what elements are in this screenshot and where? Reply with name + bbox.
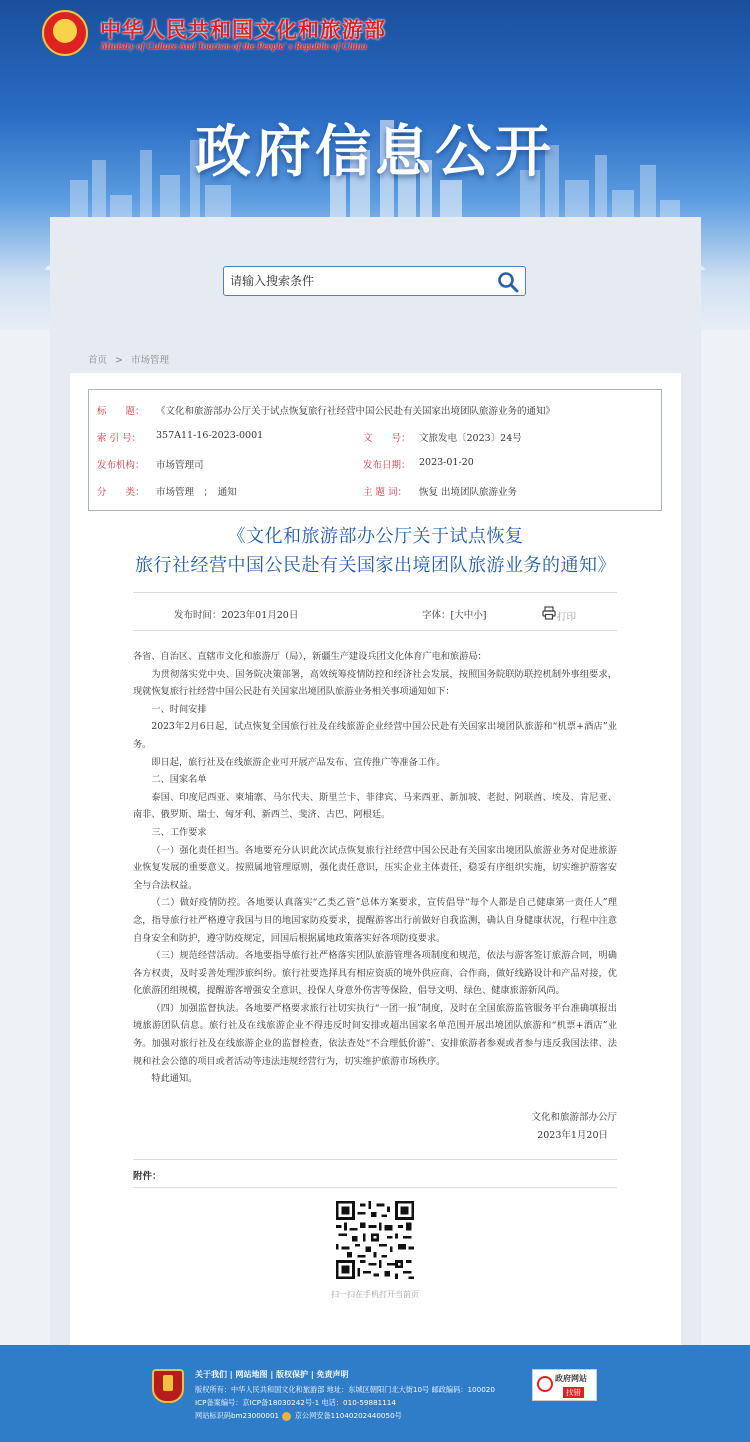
magnifier-icon xyxy=(537,1376,553,1392)
signature-org: 文化和旅游部办公厅 xyxy=(531,1112,617,1123)
ministry-name-en: Ministry of Culture And Tourism of the People' s Republic of China xyxy=(101,42,367,52)
body-paragraph: 特此通知。 xyxy=(151,1073,198,1085)
meta-date-label: 发布日期： xyxy=(363,460,411,471)
document-title-line1: 《文化和旅游部办公厅关于试点恢复 xyxy=(227,526,524,547)
meta-topic-value: 恢复 出境团队旅游业务 xyxy=(419,487,518,498)
meta-title-value: 《文化和旅游部办公厅关于试点恢复旅行社经营中国公民赴有关国家出境团队旅游业务的通知》 xyxy=(156,406,556,417)
printer-icon[interactable] xyxy=(542,606,556,620)
search-icon[interactable] xyxy=(497,271,519,293)
search-input[interactable] xyxy=(224,267,484,295)
police-badge-icon xyxy=(282,1412,291,1421)
divider xyxy=(133,592,617,593)
body-paragraph: 一、时间安排 xyxy=(151,703,207,715)
footer-copyright: 版权所有：中华人民共和国文化和旅游部 地址：东城区朝阳门北大街10号 邮政编码：100020 xyxy=(195,1385,495,1394)
footer-link-about[interactable]: 关于我们 xyxy=(195,1370,227,1379)
meta-docno-label: 文 号： xyxy=(363,433,411,444)
footer xyxy=(0,1345,750,1442)
badge-bottom-text: 找错 xyxy=(563,1387,584,1398)
attachment-label: 附件： xyxy=(133,1171,162,1182)
search-box xyxy=(223,266,526,296)
document-title-line2: 旅行社经营中国公民赴有关国家出境团队旅游业务的通知》 xyxy=(135,555,616,576)
divider xyxy=(133,1187,617,1188)
body-paragraph: （一）强化责任担当。各地要充分认识此次试点恢复旅行社经营中国公民赴有关国家出境团队旅游业务对促进旅游业恢复发展的重要意义。按照属地管理原则，强化责任意识，压实企业主体责任，稳妥有序组织实施，切实维护游客安全与合法权益。 xyxy=(133,844,617,891)
qr-caption: 扫一扫在手机打开当前页 xyxy=(331,1290,419,1299)
body-paragraph: （三）规范经营活动。各地要指导旅行社严格落实团队旅游管理各项制度和规范，依法与游客签订旅游合同，明确各方权责，及时妥善处理涉旅纠纷。旅行社要选择具有相应资质的境外供应商、合作商，做好线路设计和产品对接，优化旅游团组规模，提醒游客增强安全意识，投保人身意外伤害等保险，倡导文明、绿色、健康旅游新风尚。 xyxy=(133,950,617,997)
meta-title-label: 标 题： xyxy=(97,406,145,417)
publish-time: 发布时间：2023年01月20日 xyxy=(174,610,299,621)
signature-date: 2023年1月20日 xyxy=(537,1130,608,1141)
meta-category-value: 市场管理 ； 通知 xyxy=(156,487,237,498)
qr-code-icon xyxy=(336,1201,414,1279)
footer-link-disclaimer[interactable]: 免责声明 xyxy=(316,1370,349,1379)
body-paragraph: 各省、自治区、直辖市文化和旅游厅（局），新疆生产建设兵团文化体育广电和旅游局： xyxy=(133,651,487,662)
ministry-name-cn: 中华人民共和国文化和旅游部 xyxy=(100,18,386,42)
gov-site-error-badge[interactable] xyxy=(532,1369,597,1401)
footer-icp[interactable]: ICP备案编号：京ICP备18030242号-1 电话：010-59881114 xyxy=(195,1398,396,1407)
footer-site-id-row xyxy=(195,1411,402,1421)
breadcrumb-home-link[interactable]: 首页 xyxy=(88,355,108,366)
national-emblem-icon xyxy=(42,10,88,56)
divider xyxy=(133,630,617,631)
body-paragraph: 二、国家名单 xyxy=(151,774,207,786)
body-paragraph: 2023年2月6日起，试点恢复全国旅行社及在线旅游企业经营中国公民赴有关国家出境团队旅游和“机票+酒店”业务。 xyxy=(133,721,617,750)
meta-index-label: 索 引 号： xyxy=(97,433,142,444)
document-body xyxy=(133,648,617,1088)
meta-docno-value: 文旅发电〔2023〕24号 xyxy=(419,433,522,444)
meta-index-value: 357A11-16-2023-0001 xyxy=(156,430,264,441)
breadcrumb xyxy=(88,352,169,366)
meta-topic-label: 主 题 词： xyxy=(363,487,408,498)
body-paragraph: （四）加强监督执法。各地要严格要求旅行社切实执行“一团一报”制度，及时在全国旅游监管服务平台准确填报出境旅游团队信息。旅行社及在线旅游企业不得违反时间安排或超出国家名单范围开展出境团队旅游和“机票+酒店”业务。加强对旅行社及在线旅游企业的监督检查，依法查处“不合理低价游”、安排旅游者参观或者参与违反我国法律、法规和社会公德的项目或者活动等违法违规经营行为，切实维护旅游市场秩序。 xyxy=(133,1002,617,1067)
body-paragraph: 三、工作要求 xyxy=(151,826,207,838)
meta-org-value: 市场管理司 xyxy=(156,460,204,471)
body-paragraph: 泰国、印度尼西亚、柬埔寨、马尔代夫、斯里兰卡、菲律宾、马来西亚、新加坡、老挝、阿联酋、埃及、肯尼亚、南非、俄罗斯、瑞士、匈牙利、新西兰、斐济、古巴、阿根廷。 xyxy=(133,791,617,821)
party-emblem-icon[interactable] xyxy=(152,1369,184,1403)
meta-date-value: 2023-01-20 xyxy=(419,457,474,468)
body-paragraph: 为贯彻落实党中央、国务院决策部署，高效统筹疫情防控和经济社会发展，按照国务院联防联控机制外事组要求，现就恢复旅行社经营中国公民赴有关国家出境团队旅游业务相关事项通知如下： xyxy=(133,668,617,698)
divider xyxy=(133,1159,617,1160)
footer-links: 关于我们 | 网站地图 | 版权保护 | 免责声明 xyxy=(195,1370,349,1379)
breadcrumb-current[interactable]: 市场管理 xyxy=(131,355,170,366)
footer-link-copyright[interactable]: 版权保护 xyxy=(276,1370,309,1379)
document-meta-table xyxy=(88,389,662,511)
body-paragraph: 即日起，旅行社及在线旅游企业可开展产品发布、宣传推广等准备工作。 xyxy=(151,756,446,768)
breadcrumb-separator: > xyxy=(115,355,124,366)
badge-top-text: 政府网站 xyxy=(555,1374,587,1383)
footer-police-record[interactable]: 京公网安备11040202440050号 xyxy=(294,1411,402,1420)
meta-category-label: 分 类： xyxy=(97,487,145,498)
meta-org-label: 发布机构： xyxy=(97,460,145,471)
footer-link-sitemap[interactable]: 网站地图 xyxy=(235,1370,268,1379)
banner-title: 政府信息公开 xyxy=(195,120,555,185)
font-size-selector[interactable]: 字体：[大中小] xyxy=(422,610,487,621)
footer-site-id: 网站标识码bm23000001 xyxy=(195,1411,280,1420)
body-paragraph: （二）做好疫情防控。各地要认真落实“乙类乙管”总体方案要求，宣传倡导“每个人都是自己健康第一责任人”理念，指导旅行社严格遵守我国与目的地国家防疫要求，提醒游客出行前做好自我监测，确认自身健康状况，行程中注意自身安全和防护，遵守防疫规定，回国后根据属地政策落实好各项防疫要求。 xyxy=(133,897,617,944)
print-link[interactable]: 打印 xyxy=(557,612,577,623)
